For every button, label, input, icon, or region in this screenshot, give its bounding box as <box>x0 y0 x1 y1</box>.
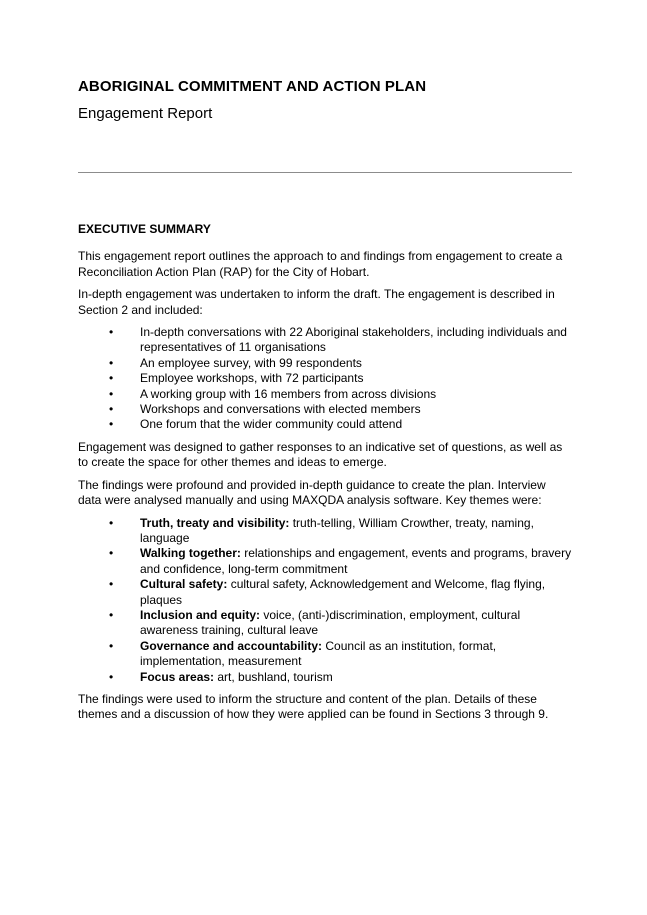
theme-text: cultural safety, Acknowledgement and Welcome, flag flying, plaques <box>140 577 546 607</box>
bullet-icon: • <box>109 638 114 653</box>
theme-text: relationships and engagement, events and programs, bravery and confidence, long-term commitment <box>140 546 572 576</box>
bullet-icon: • <box>109 546 114 561</box>
bullet-icon: • <box>109 515 114 530</box>
theme-text: Council as an institution, format, implementation, measurement <box>140 638 497 669</box>
section-heading: EXECUTIVE SUMMARY <box>78 222 211 236</box>
bullet-icon: • <box>109 355 114 370</box>
theme-text: art, bushland, tourism <box>214 669 333 684</box>
engagement-list <box>78 325 572 433</box>
list-item: • In-depth conversations with 22 Aboriginal stakeholders, including individuals and representatives of 11 organisations <box>109 325 567 355</box>
bullet-icon: • <box>109 417 114 432</box>
theme-item <box>78 516 572 547</box>
bullet-icon: • <box>109 386 114 401</box>
theme-item <box>78 639 572 670</box>
bullet-icon: • <box>109 669 114 684</box>
theme-label: Truth, treaty and visibility: <box>140 515 290 530</box>
theme-text: truth-telling, William Crowther, treaty, naming, language <box>140 515 534 545</box>
bullet-icon: • <box>109 607 114 622</box>
theme-label: Inclusion and equity: <box>140 607 261 622</box>
paragraph-design: Engagement was designed to gather responses to an indicative set of questions, as well as to create the space for other themes and ideas to emerge. <box>78 439 563 470</box>
theme-text: voice, (anti-)discrimination, employment, cultural awareness training, cultural leave <box>140 607 521 638</box>
paragraph-engagement: In-depth engagement was undertaken to inform the draft. The engagement is described in Section 2 and included: <box>78 287 555 317</box>
theme-label: Governance and accountability: <box>140 638 323 653</box>
themes-list <box>78 516 572 685</box>
bullet-icon: • <box>109 402 114 417</box>
executive-summary-section <box>78 222 572 730</box>
theme-item <box>78 670 572 685</box>
list-item: • One forum that the wider community could attend <box>109 417 403 432</box>
bullet-icon: • <box>109 325 114 340</box>
header-divider <box>78 172 572 173</box>
theme-label: Cultural safety: <box>140 577 228 592</box>
theme-label: Walking together: <box>140 546 241 561</box>
theme-item <box>78 546 572 577</box>
bullet-icon: • <box>109 371 114 386</box>
paragraph-intro: This engagement report outlines the approach to and findings from engagement to create a Reconciliation Action Plan (RAP) for the City of Hobart. <box>78 249 563 279</box>
paragraph-findings: The findings were profound and provided in-depth guidance to create the plan. Interview data were analysed manually and using MAXQDA analysis software. Key themes were: <box>78 477 546 508</box>
paragraph-conclusion: The findings were used to inform the structure and content of the plan. Details of these themes and a discussion of how they were applied can be found in Sections 3 through 9. <box>78 691 549 722</box>
document-subtitle: Engagement Report <box>78 105 213 122</box>
document-title: ABORIGINAL COMMITMENT AND ACTION PLAN <box>78 78 427 95</box>
theme-label: Focus areas: <box>140 669 215 684</box>
bullet-icon: • <box>109 577 114 592</box>
list-item: • An employee survey, with 99 respondents <box>109 355 362 370</box>
theme-item <box>78 577 572 608</box>
list-item: • A working group with 16 members from across divisions <box>109 386 437 401</box>
theme-item <box>78 608 572 639</box>
list-item: • Employee workshops, with 72 participants <box>109 371 364 386</box>
list-item: • Workshops and conversations with elected members <box>109 402 421 417</box>
